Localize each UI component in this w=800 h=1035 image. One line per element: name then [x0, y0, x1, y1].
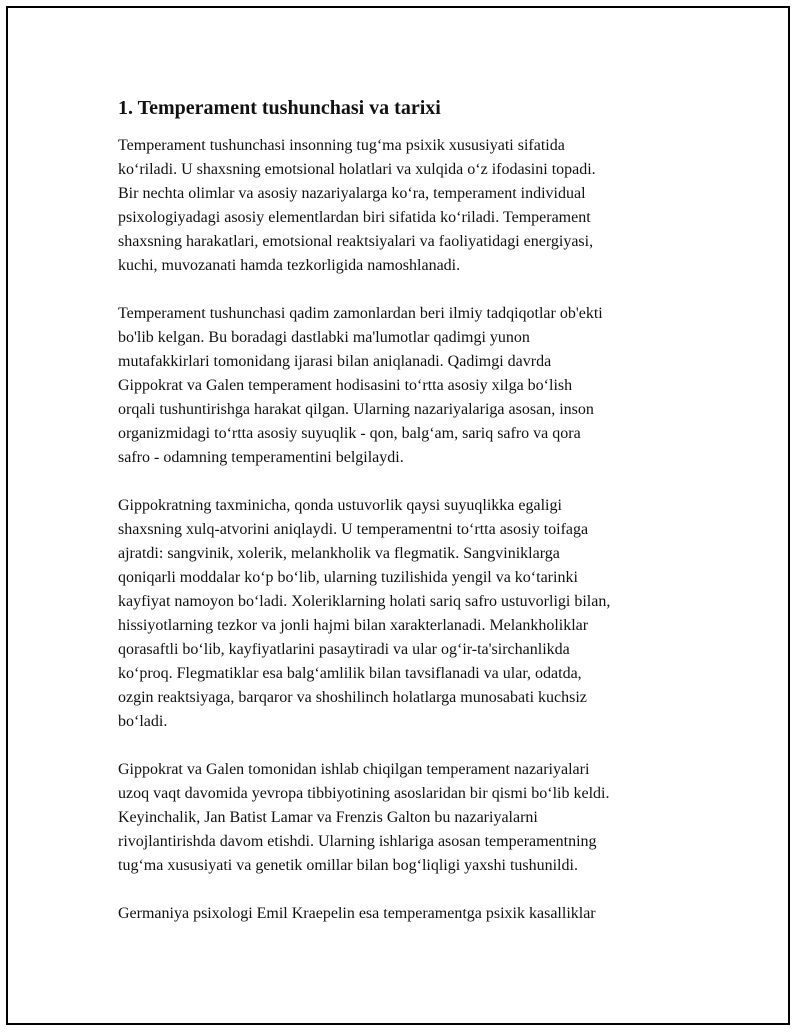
paragraph-4: Gippokrat va Galen tomonidan ishlab chiqilgan temperament nazariyalari uzoq vaqt davomida yevropa tibbiyotining asoslaridan bir qismi bo‘lib keldi. Keyinchalik, Jan Batist Lamar va Frenzis Galton bu nazariyalarni rivojlantirishda davom etishdi. Ularning ishlariga asosan temperamentning tug‘ma xususiyati va genetik omillar bilan bog‘liqligi yaxshi tushunildi. — [118, 761, 610, 874]
section-heading: 1. Temperament tushunchasi va tarixi — [118, 97, 441, 119]
paragraph-3: Gippokratning taxminicha, qonda ustuvorlik qaysi suyuqlikka egaligi shaxsning xulq-atvorini aniqlaydi. U temperamentni to‘rtta asosiy toifaga ajratdi: sangvinik, xolerik, melankholik va flegmatik. Sangviniklarga qoniqarli moddalar ko‘p bo‘lib, ularning tuzilishida yengil va ko‘tarinki kayfiyat namoyon bo‘ladi. Xoleriklarning holati sariq safro ustuvorligi bilan, hissiyotlarning tezkor va jonli hajmi bilan xarakterlanadi. Melankholiklar qorasaftli bo‘lib, kayfiyatlarini pasaytiradi va ular og‘ir-ta'sirchanlikda ko‘proq. Flegmatiklar esa balg‘amlilik bilan tavsiflanadi va ular, odatda, ozgin reaktsiyaga, barqaror va shoshilinch holatlarga munosabati kuchsiz bo‘ladi. — [118, 497, 611, 730]
paragraph-1: Temperament tushunchasi insonning tug‘ma psixik xususiyati sifatida ko‘riladi. U shaxsning emotsional holatlari va xulqida o‘z ifodasini topadi. Bir nechta olimlar va asosiy nazariyalarga ko‘ra, temperament individual psixologiyadagi asosiy elementlardan biri sifatida ko‘riladi. Temperament shaxsning harakatlari, emotsional reaktsiyalari va faoliyatidagi energiyasi, kuchi, muvozanati hamda tezkorligida namoshlanadi. — [118, 137, 596, 274]
paragraph-5: Germaniya psixologi Emil Kraepelin esa temperamentga psixik kasalliklar — [118, 905, 596, 922]
paragraph-2: Temperament tushunchasi qadim zamonlardan beri ilmiy tadqiqotlar ob'ekti bo'lib kelgan. Bu boradagi dastlabki ma'lumotlar qadimgi yunon mutafakkirlari tomonidang ijarasi bilan aniqlanadi. Qadimgi davrda Gippokrat va Galen temperament hodisasini to‘rtta asosiy xilga bo‘lish orqali tushuntirishga harakat qilgan. Ularning nazariyalariga asosan, inson organizmidagi to‘rtta asosiy suyuqlik - qon, balg‘am, sariq safro va qora safro - odamning temperamentini belgilaydi. — [118, 305, 603, 466]
document-body — [118, 96, 688, 950]
